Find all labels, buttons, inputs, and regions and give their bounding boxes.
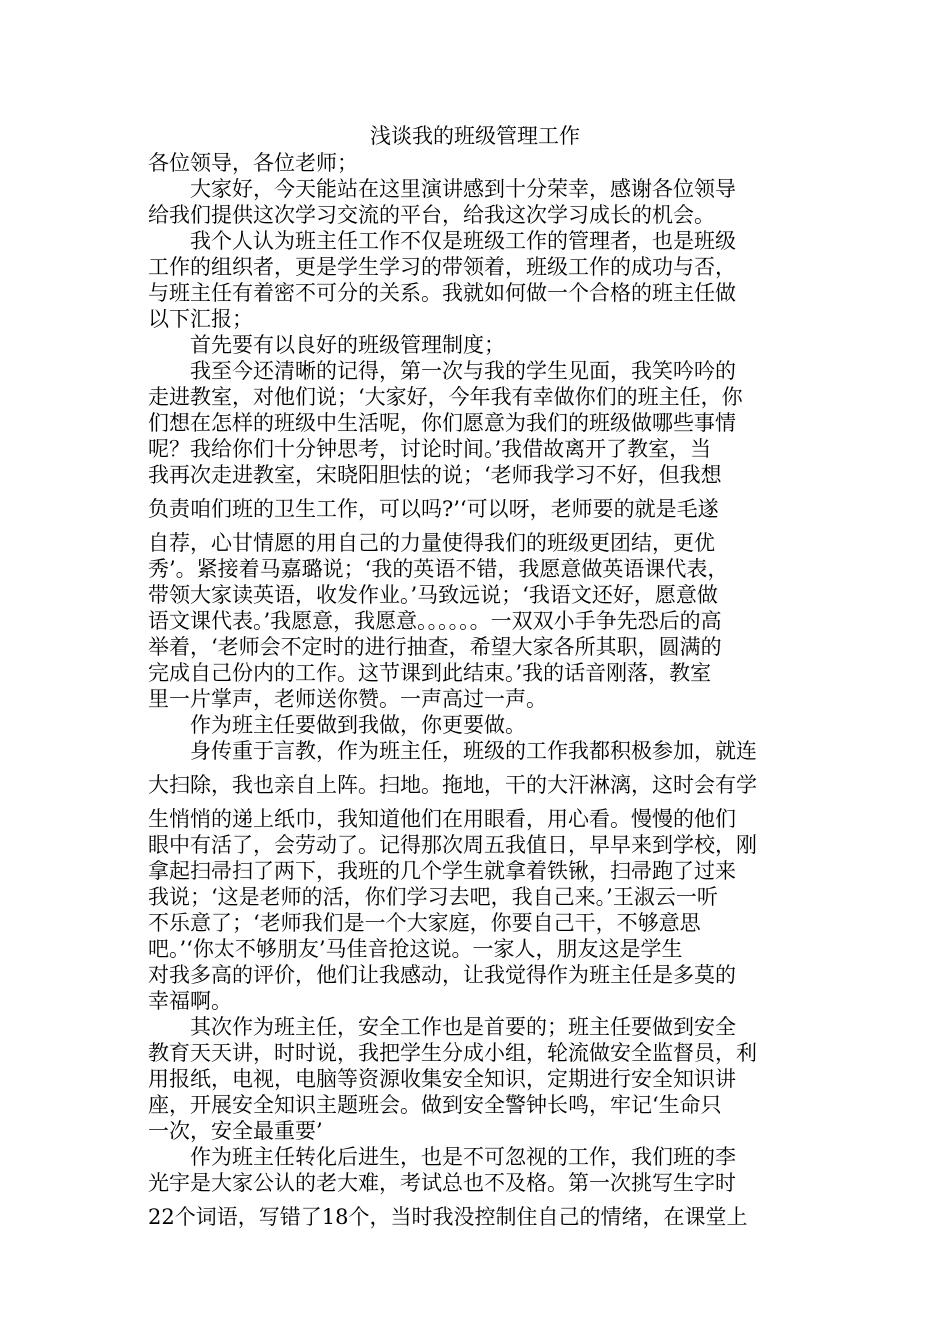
body-line: 里一片掌声，老师送你赞。一声高过一声。 — [148, 687, 547, 711]
body-line: 生悄悄的递上纸巾，我知道他们在用眼看，用心看。慢慢的他们 — [148, 807, 736, 831]
body-line: 们想在怎样的班级中生活呢，你们愿意为我们的班级做哪些事情 — [148, 411, 736, 435]
body-line: 用报纸，电视，电脑等资源收集安全知识，定期进行安全知识讲 — [148, 1067, 736, 1091]
document-title: 浅谈我的班级管理工作 — [370, 124, 580, 148]
body-line: 光宇是大家公认的老大难，考试总也不及格。第一次挑写生字时 — [148, 1171, 736, 1195]
body-line: 作为班主任转化后进生，也是不可忽视的工作，我们班的李 — [148, 1145, 736, 1169]
body-line: 幸福啊。 — [148, 989, 232, 1013]
body-line: 走进教室，对他们说；‘大家好，今年我有幸做你们的班主任，你 — [148, 385, 743, 409]
body-line: 呢？我给你们十分钟思考，讨论时间。’我借故离开了教室，当 — [148, 437, 712, 461]
body-line: 22个词语，写错了18个，当时我没控制住自己的情绪，在课堂上 — [148, 1205, 748, 1229]
body-line: 各位领导，各位老师； — [148, 151, 358, 175]
body-line: 完成自己份内的工作。这节课到此结束。’我的话音刚落，教室 — [148, 661, 712, 685]
body-line: 大扫除，我也亲自上阵。扫地。拖地，干的大汗淋漓，这时会有学 — [148, 773, 757, 797]
body-line: 我个人认为班主任工作不仅是班级工作的管理者，也是班级 — [148, 229, 736, 253]
body-line: 座，开展安全知识主题班会。做到安全警钟长鸣，牢记‘生命只 — [148, 1093, 722, 1117]
body-line: 其次作为班主任，安全工作也是首要的；班主任要做到安全 — [148, 1015, 736, 1039]
body-line: 一次，安全最重要’ — [148, 1119, 323, 1143]
body-line: 拿起扫帚扫了两下，我班的几个学生就拿着铁锹，扫帚跑了过来 — [148, 859, 736, 883]
body-line: 教育天天讲，时时说，我把学生分成小组，轮流做安全监督员，利 — [148, 1041, 757, 1065]
body-line: 带领大家读英语，收发作业。’马致远说；‘我语文还好，愿意做 — [148, 583, 718, 607]
body-line: 吧。’‘你太不够朋友’马佳音抢这说。一家人，朋友这是学生 — [148, 937, 683, 961]
body-line: 我说；‘这是老师的活，你们学习去吧，我自己来。’王淑云一听 — [148, 885, 718, 909]
body-line: 语文课代表。’我愿意，我愿意。。。。。。一双双小手争先恐后的高 — [148, 609, 722, 633]
body-line: 眼中有活了，会劳动了。记得那次周五我值日，早早来到学校，刚 — [148, 833, 757, 857]
body-line: 举着，‘老师会不定时的进行抽查，希望大家各所其职，圆满的 — [148, 635, 722, 659]
body-line: 大家好，今天能站在这里演讲感到十分荣幸，感谢各位领导 — [148, 177, 736, 201]
body-line: 以下汇报； — [148, 307, 253, 331]
body-line: 身传重于言教，作为班主任，班级的工作我都积极参加，就连 — [148, 739, 757, 763]
body-line: 不乐意了；‘老师我们是一个大家庭，你要自己干，不够意思 — [148, 911, 701, 935]
body-line: 我至今还清晰的记得，第一次与我的学生见面，我笑吟吟的 — [148, 359, 736, 383]
body-line: 我再次走进教室，宋晓阳胆怯的说；‘老师我学习不好，但我想 — [148, 463, 722, 487]
body-line: 工作的组织者，更是学生学习的带领着，班级工作的成功与否， — [148, 255, 736, 279]
body-line: 首先要有以良好的班级管理制度； — [148, 333, 505, 357]
body-line: 秀’。紧接着马嘉璐说；‘我的英语不错，我愿意做英语课代表， — [148, 557, 729, 581]
body-line: 对我多高的评价，他们让我感动，让我觉得作为班主任是多莫的 — [148, 963, 736, 987]
body-line: 负责咱们班的卫生工作，可以吗?’‘可以呀，老师要的就是毛遂 — [148, 497, 719, 521]
body-line: 给我们提供这次学习交流的平台，给我这次学习成长的机会。 — [148, 203, 715, 227]
body-line: 与班主任有着密不可分的关系。我就如何做一个合格的班主任做 — [148, 281, 736, 305]
body-line: 自荐，心甘情愿的用自己的力量使得我们的班级更团结，更优 — [148, 531, 715, 555]
body-line: 作为班主任要做到我做，你更要做。 — [148, 713, 526, 737]
